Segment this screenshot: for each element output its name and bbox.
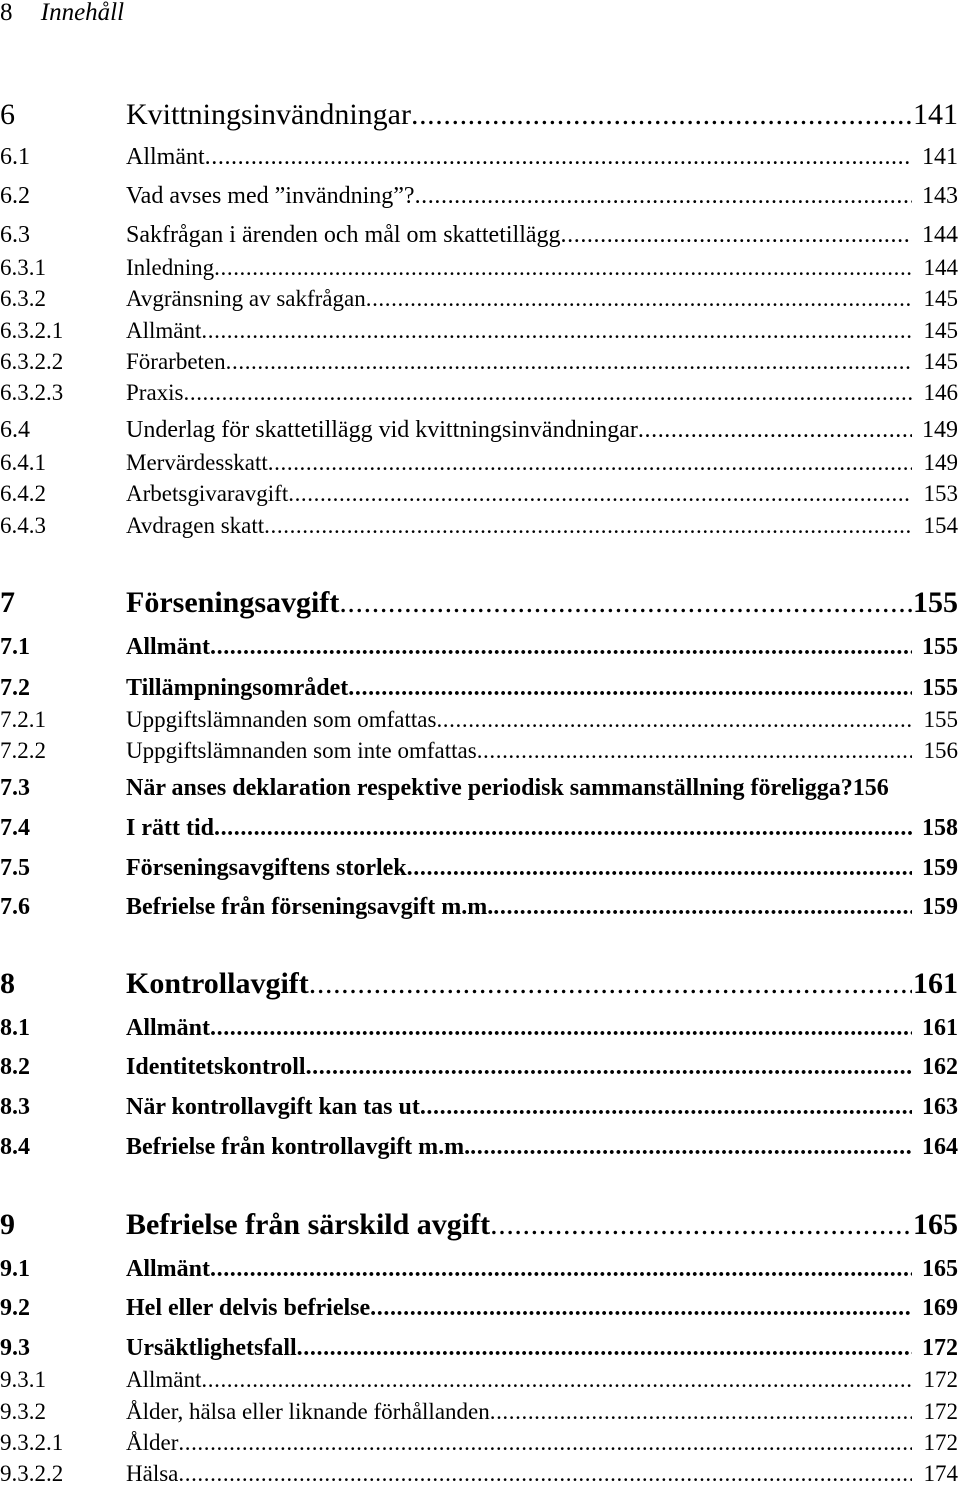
dot-leader xyxy=(366,284,912,314)
dot-leader xyxy=(214,812,912,844)
toc-entry[interactable] xyxy=(0,1205,958,1245)
dot-leader xyxy=(210,1253,912,1285)
toc-entry-number: 7 xyxy=(0,586,15,619)
toc-entry[interactable] xyxy=(0,284,958,314)
toc-entry-title: Kontrollavgift ..... xyxy=(126,964,912,1004)
toc-entry-page: 155 xyxy=(922,675,958,701)
toc-entry-number: 6.1 xyxy=(0,144,30,170)
toc-entry[interactable] xyxy=(0,812,958,844)
toc-entry-title: Förarbeten ..... xyxy=(126,347,912,377)
toc-entry-number: 9.3 xyxy=(0,1335,30,1361)
dot-leader xyxy=(297,1332,912,1364)
toc-entry-page: 158 xyxy=(922,815,958,841)
toc-entry-page: 169 xyxy=(922,1295,958,1321)
toc-entry-number: 8.1 xyxy=(0,1015,30,1041)
toc-entry-page: 146 xyxy=(923,380,958,405)
toc-entry-title: När anses deklaration respektive periodisk sammanställning föreligga? 156 xyxy=(126,772,958,804)
toc-entry-page: 172 xyxy=(923,1430,958,1455)
toc-entry-title: Praxis ..... xyxy=(126,378,912,408)
toc-entry-page: 155 xyxy=(913,586,958,619)
dot-leader xyxy=(306,1051,912,1083)
dot-leader xyxy=(493,891,912,923)
dot-leader xyxy=(178,1428,912,1458)
toc-entry[interactable] xyxy=(0,1253,958,1285)
toc-entry-page: 145 xyxy=(923,286,958,311)
toc-entry-page: 145 xyxy=(923,349,958,374)
toc-entry-number: 7.4 xyxy=(0,815,30,841)
toc-entry-number: 7.2.2 xyxy=(0,738,46,763)
toc-entry[interactable] xyxy=(0,479,958,509)
toc-entry-page: 172 xyxy=(922,1335,958,1361)
dot-leader xyxy=(490,1397,912,1427)
toc-entry[interactable] xyxy=(0,772,958,804)
toc-entry-title: Inledning ..... xyxy=(126,253,912,283)
toc-entry[interactable] xyxy=(0,852,958,884)
toc-entry[interactable] xyxy=(0,1332,958,1364)
toc-entry-title: Allmänt ..... xyxy=(126,1365,912,1395)
page-header-title: Innehåll xyxy=(40,0,125,26)
toc-entry-number: 8.4 xyxy=(0,1134,30,1160)
toc-entry-page: 161 xyxy=(913,967,958,1000)
toc-entry[interactable] xyxy=(0,583,958,623)
toc-entry[interactable] xyxy=(0,316,958,346)
toc-entry-title: Tillämpningsområdet ..... xyxy=(126,672,912,704)
toc-entry-page: 155 xyxy=(923,707,958,732)
toc-entry-number: 7.1 xyxy=(0,634,30,660)
dot-leader xyxy=(288,479,912,509)
toc-entry-number: 9.2 xyxy=(0,1295,30,1321)
toc-entry-page: 149 xyxy=(923,450,958,475)
dot-leader xyxy=(415,180,912,212)
dot-leader xyxy=(309,964,912,1004)
toc-entry-number: 6.4.2 xyxy=(0,481,46,506)
toc-entry[interactable] xyxy=(0,1397,958,1427)
dot-leader xyxy=(348,672,912,704)
toc-entry-page: 153 xyxy=(923,481,958,506)
toc-entry-number: 8.3 xyxy=(0,1094,30,1120)
toc-entry-page: 172 xyxy=(923,1399,958,1424)
toc-entry-number: 6.4.3 xyxy=(0,513,46,538)
toc-entry[interactable] xyxy=(0,219,958,251)
toc-entry-page: 156 xyxy=(852,775,889,801)
toc-entry-number: 9.3.1 xyxy=(0,1367,46,1392)
toc-entry-title: Befrielse från kontrollavgift m.m. ..... xyxy=(126,1131,912,1163)
toc-entry[interactable] xyxy=(0,1428,958,1458)
dot-leader xyxy=(339,583,912,623)
toc-entry-title: Mervärdesskatt ..... xyxy=(126,448,912,478)
toc-entry-title: Uppgiftslämnanden som inte omfattas ..... xyxy=(126,736,912,766)
toc-entry-page: 161 xyxy=(922,1015,958,1041)
toc-entry-page: 149 xyxy=(922,417,958,443)
dot-leader xyxy=(268,448,912,478)
dot-leader xyxy=(264,511,912,541)
toc-entry-number: 9.3.2 xyxy=(0,1399,46,1424)
toc-entry-number: 8 xyxy=(0,967,15,1000)
dot-leader xyxy=(436,705,912,735)
toc-entry[interactable] xyxy=(0,1131,958,1163)
toc-entry[interactable] xyxy=(0,1091,958,1123)
toc-entry-page: 159 xyxy=(922,855,958,881)
toc-entry[interactable] xyxy=(0,414,958,446)
dot-leader xyxy=(638,414,912,446)
toc-entry-title: Allmänt ..... xyxy=(126,141,912,173)
dot-leader xyxy=(226,347,912,377)
toc-entry[interactable] xyxy=(0,511,958,541)
toc-entry-page: 164 xyxy=(922,1134,958,1160)
toc-entry-number: 6.3.2 xyxy=(0,286,46,311)
toc-entry-page: 159 xyxy=(922,894,958,920)
toc-entry-number: 6.3 xyxy=(0,222,30,248)
toc-entry-title: Förseningsavgiftens storlek ..... xyxy=(126,852,912,884)
toc-entry[interactable] xyxy=(0,964,958,1004)
toc-entry-page: 143 xyxy=(922,183,958,209)
dot-leader xyxy=(420,1091,912,1123)
toc-entry[interactable] xyxy=(0,378,958,408)
toc-entry[interactable] xyxy=(0,1051,958,1083)
toc-entry-page: 141 xyxy=(913,98,958,131)
toc-entry-title: Allmänt ..... xyxy=(126,1253,912,1285)
dot-leader xyxy=(184,378,913,408)
dot-leader xyxy=(201,1365,912,1395)
page-number: 8 xyxy=(0,0,13,26)
toc-entry-number: 6.4.1 xyxy=(0,450,46,475)
toc-entry[interactable] xyxy=(0,1292,958,1324)
toc-entry[interactable] xyxy=(0,253,958,283)
toc-entry-number: 7.5 xyxy=(0,855,30,881)
toc-entry-number: 7.3 xyxy=(0,775,30,801)
toc-entry-page: 155 xyxy=(922,634,958,660)
toc-entry-page: 172 xyxy=(923,1367,958,1392)
toc-entry[interactable] xyxy=(0,705,958,735)
toc-entry-number: 6 xyxy=(0,98,15,131)
dot-leader xyxy=(205,141,912,173)
toc-entry-title: Avgränsning av sakfrågan ..... xyxy=(126,284,912,314)
toc-entry-title: Ålder ..... xyxy=(126,1428,912,1458)
toc-entry-number: 9.1 xyxy=(0,1256,30,1282)
dot-leader xyxy=(178,1459,912,1489)
dot-leader xyxy=(370,1292,912,1324)
toc-entry[interactable] xyxy=(0,672,958,704)
toc-entry-page: 144 xyxy=(922,222,958,248)
toc-entry[interactable] xyxy=(0,1459,958,1489)
toc-entry-page: 174 xyxy=(923,1461,958,1486)
toc-entry-title: Avdragen skatt ..... xyxy=(126,511,912,541)
toc-entry-number: 6.3.2.2 xyxy=(0,349,64,374)
toc-entry-title: Befrielse från förseningsavgift m.m. ..... xyxy=(126,891,912,923)
toc-entry-title: Underlag för skattetillägg vid kvittningsinvändningar ..... xyxy=(126,414,912,446)
toc-entry-number: 6.2 xyxy=(0,183,30,209)
toc-entry-title: När kontrollavgift kan tas ut ..... xyxy=(126,1091,912,1123)
toc-entry[interactable] xyxy=(0,448,958,478)
toc-entry-title: Ursäktlighetsfall ..... xyxy=(126,1332,912,1364)
toc-entry[interactable] xyxy=(0,347,958,377)
toc-entry-number: 6.3.2.3 xyxy=(0,380,64,405)
toc-entry-title: Ålder, hälsa eller liknande förhållanden ..... xyxy=(126,1397,912,1427)
toc-entry[interactable] xyxy=(0,180,958,212)
dot-leader xyxy=(201,316,912,346)
toc-entry-page: 156 xyxy=(923,738,958,763)
toc-entry-page: 165 xyxy=(922,1256,958,1282)
dot-leader xyxy=(214,253,912,283)
dot-leader xyxy=(490,1205,912,1245)
toc-entry-title: Allmänt ..... xyxy=(126,316,912,346)
toc-entry[interactable] xyxy=(0,141,958,173)
dot-leader xyxy=(411,95,912,135)
toc-entry-page: 141 xyxy=(922,144,958,170)
toc-entry-number: 9.3.2.1 xyxy=(0,1430,64,1455)
dot-leader xyxy=(470,1131,912,1163)
toc-entry-number: 6.3.1 xyxy=(0,255,46,280)
dot-leader xyxy=(561,219,912,251)
toc-entry-title: Kvittningsinvändningar ..... xyxy=(126,95,912,135)
toc-entry[interactable] xyxy=(0,1012,958,1044)
toc-entry[interactable] xyxy=(0,891,958,923)
toc-entry-title: Befrielse från särskild avgift ..... xyxy=(126,1205,912,1245)
toc-entry-title: Sakfrågan i ärenden och mål om skattetillägg ..... xyxy=(126,219,912,251)
toc-entry-number: 9 xyxy=(0,1208,15,1241)
toc-entry-page: 145 xyxy=(923,318,958,343)
dot-leader xyxy=(407,852,912,884)
dot-leader xyxy=(210,631,912,663)
toc-entry[interactable] xyxy=(0,736,958,766)
toc-entry-number: 7.2.1 xyxy=(0,707,46,732)
toc-entry-title: Förseningsavgift ..... xyxy=(126,583,912,623)
toc-entry-page: 162 xyxy=(922,1054,958,1080)
toc-entry-title: Allmänt ..... xyxy=(126,631,912,663)
toc-entry-title: I rätt tid ..... xyxy=(126,812,912,844)
toc-entry-number: 6.4 xyxy=(0,417,30,443)
toc-entry-title: Vad avses med ”invändning”? ..... xyxy=(126,180,912,212)
toc-entry-title: Allmänt ..... xyxy=(126,1012,912,1044)
toc-entry[interactable] xyxy=(0,631,958,663)
toc-entry-title: Arbetsgivaravgift ..... xyxy=(126,479,912,509)
toc-entry[interactable] xyxy=(0,1365,958,1395)
toc-entry-number: 7.2 xyxy=(0,675,30,701)
toc-entry-page: 163 xyxy=(922,1094,958,1120)
toc-entry-title: Identitetskontroll ..... xyxy=(126,1051,912,1083)
toc-entry-page: 165 xyxy=(913,1208,958,1241)
toc-entry-page: 154 xyxy=(923,513,958,538)
toc-entry-number: 7.6 xyxy=(0,894,30,920)
toc-entry[interactable] xyxy=(0,95,958,135)
dot-leader xyxy=(477,736,912,766)
dot-leader xyxy=(210,1012,912,1044)
toc-entry-title: Hel eller delvis befrielse ..... xyxy=(126,1292,912,1324)
toc-entry-number: 8.2 xyxy=(0,1054,30,1080)
toc-entry-page: 144 xyxy=(923,255,958,280)
toc-entry-number: 6.3.2.1 xyxy=(0,318,64,343)
toc-entry-title: Hälsa ..... xyxy=(126,1459,912,1489)
toc-entry-title: Uppgiftslämnanden som omfattas ..... xyxy=(126,705,912,735)
toc-entry-number: 9.3.2.2 xyxy=(0,1461,64,1486)
